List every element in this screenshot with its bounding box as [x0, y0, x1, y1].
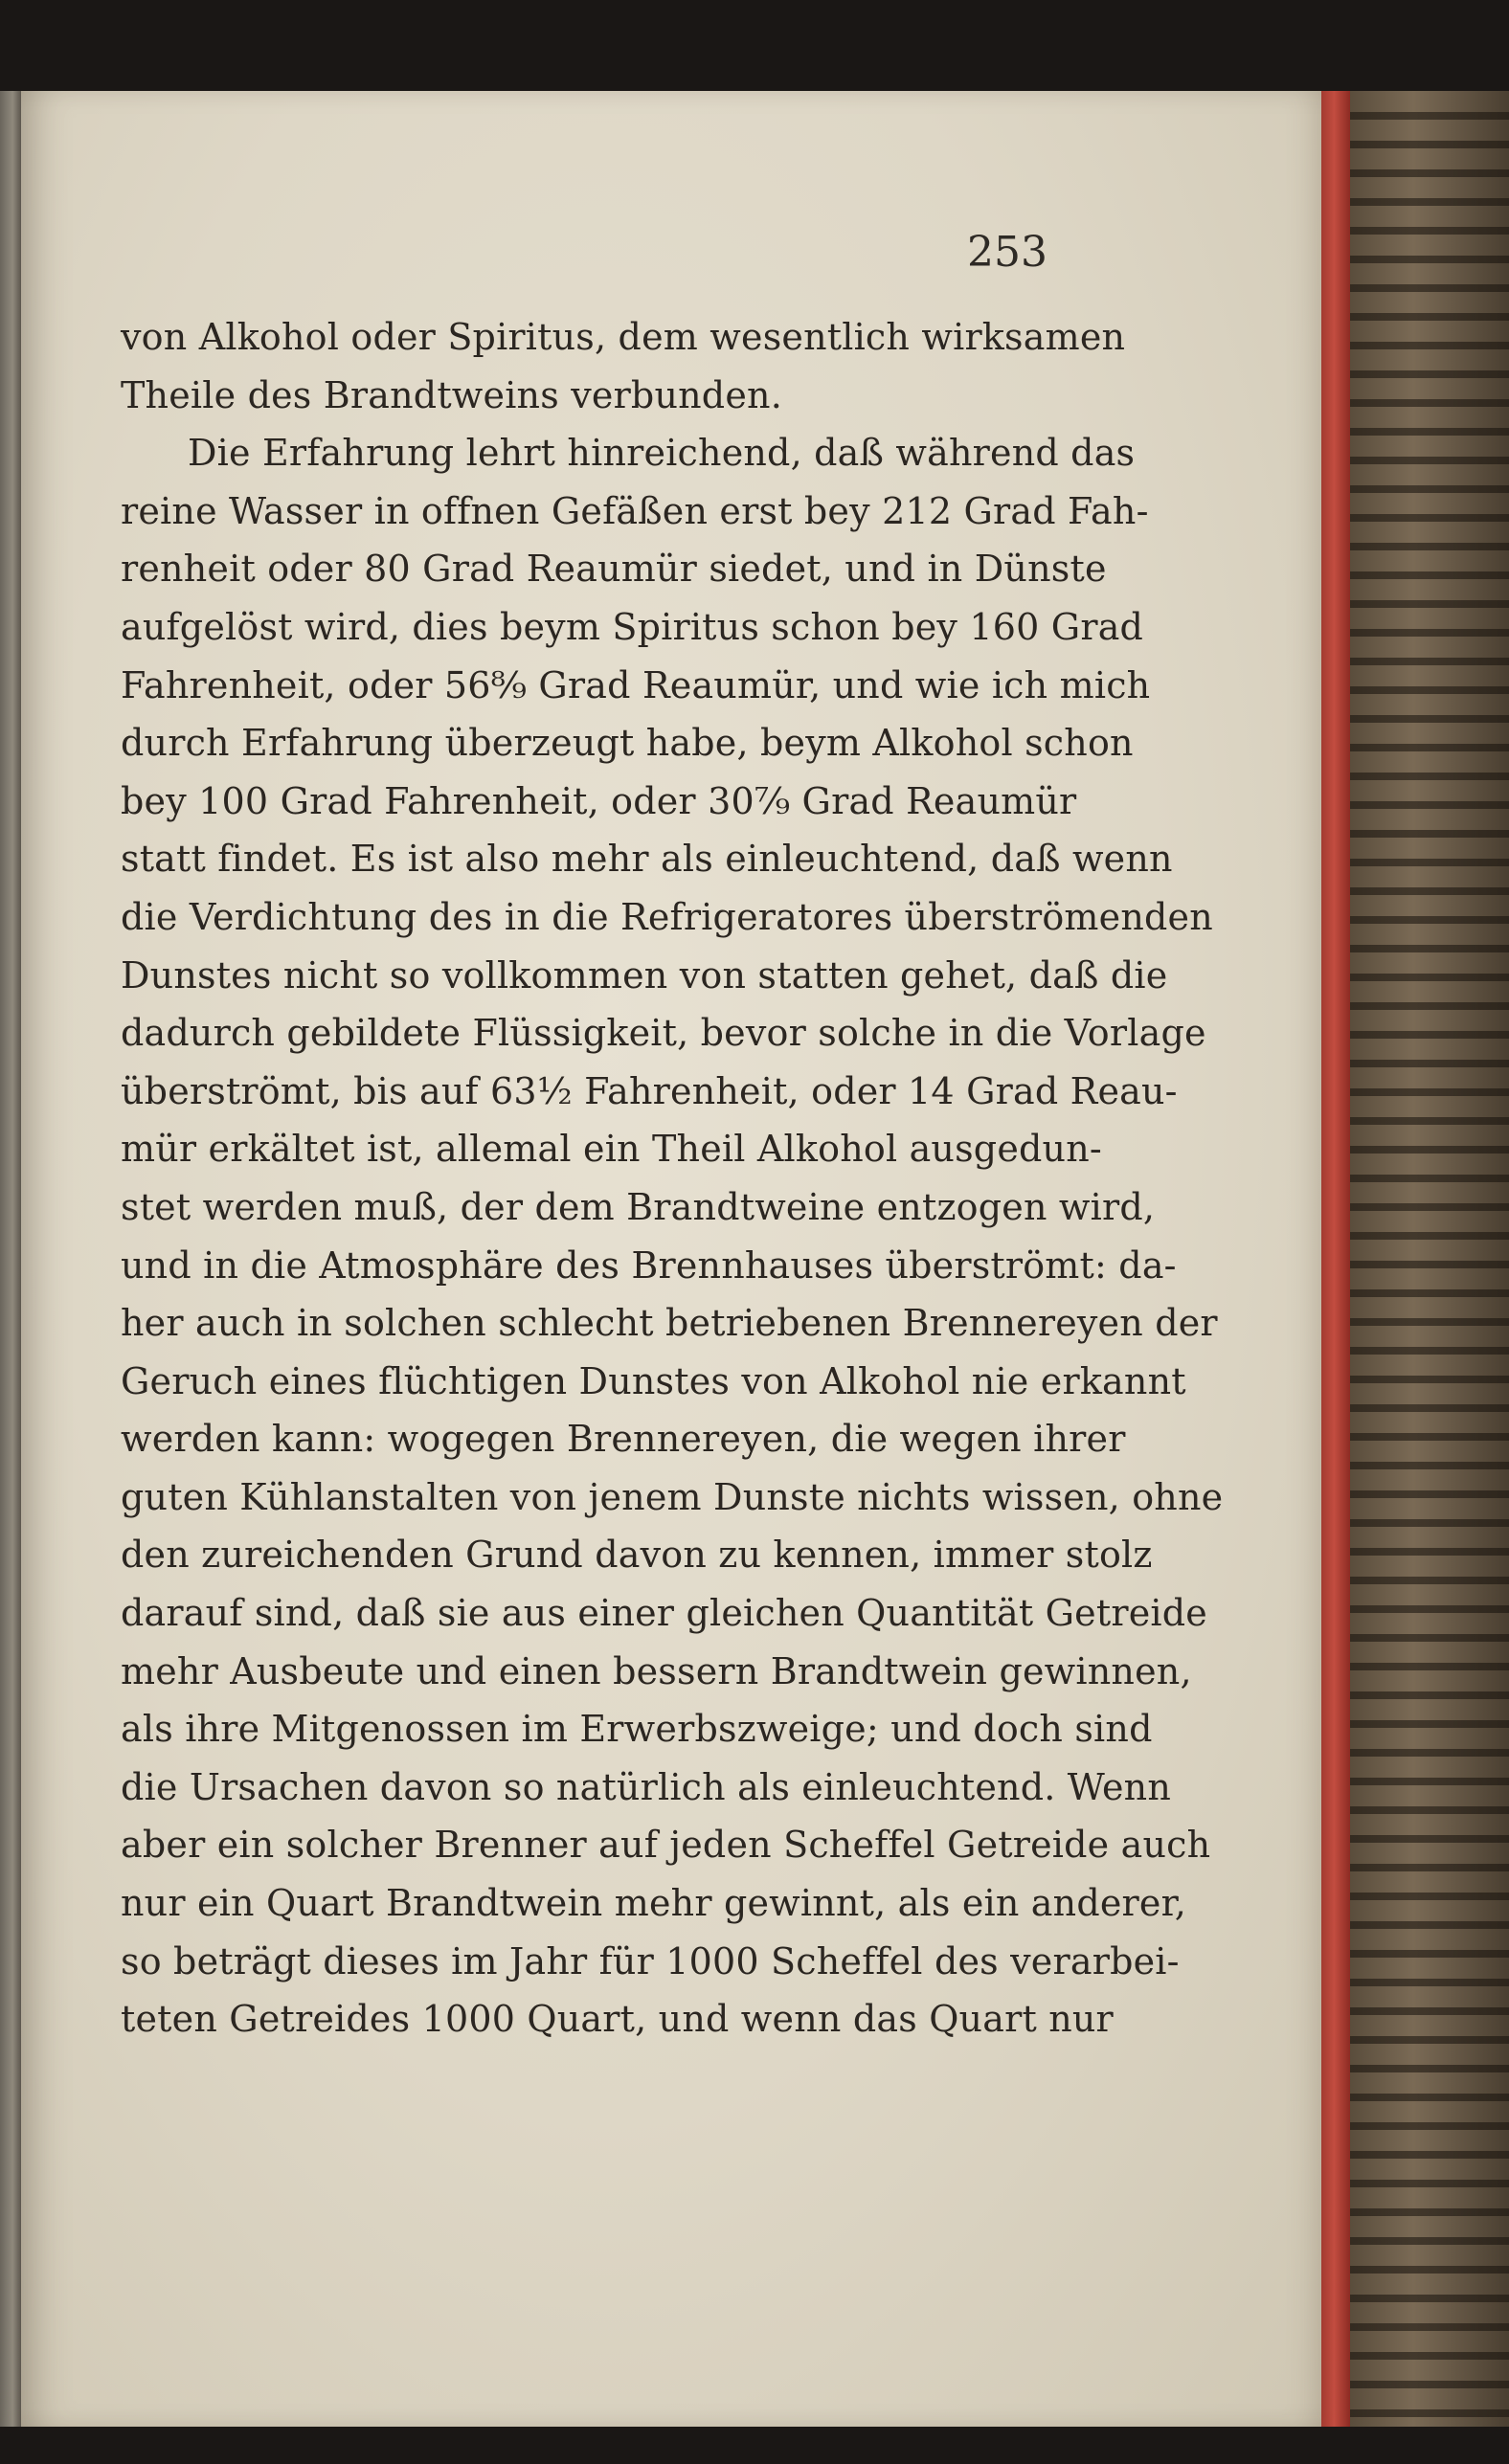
text-line: renheit oder 80 Grad Reaumür siedet, und in Dünste: [121, 548, 1107, 591]
text-line: her auch in solchen schlecht betriebenen Brennereyen der: [121, 1302, 1218, 1345]
text-line: und in die Atmosphäre des Brennhauses überströmt: da-: [121, 1243, 1177, 1287]
text-line: nur ein Quart Brandtwein mehr gewinnt, als ein anderer,: [121, 1882, 1187, 1925]
text-line: Theile des Brandtweins verbunden.: [121, 373, 782, 416]
text-line: als ihre Mitgenossen im Erwerbszweige; und doch sind: [121, 1708, 1153, 1751]
text-line: die Verdichtung des in die Refrigeratores überströmenden: [121, 895, 1213, 938]
page-edge-red: [1321, 91, 1350, 2427]
text-line: Dunstes nicht so vollkommen von statten gehet, daß die: [121, 953, 1168, 997]
text-line: guten Kühlanstalten von jenem Dunste nichts wissen, ohne: [121, 1475, 1224, 1518]
text-line: werden kann: wogegen Brennereyen, die wegen ihrer: [121, 1418, 1126, 1461]
text-line: aber ein solcher Brenner auf jeden Scheffel Getreide auch: [121, 1824, 1211, 1867]
page-number: 253: [967, 228, 1047, 277]
text-line: durch Erfahrung überzeugt habe, beym Alkohol schon: [121, 722, 1134, 765]
text-line: Fahrenheit, oder 56⁸⁄₉ Grad Reaumür, und wie ich mich: [121, 663, 1151, 706]
text-block: [121, 308, 1224, 2049]
text-line: statt findet. Es ist also mehr als einleuchtend, daß wenn: [121, 838, 1173, 881]
text-line: reine Wasser in offnen Gefäßen erst bey 212 Grad Fah-: [121, 489, 1149, 532]
text-line: aufgelöst wird, dies beym Spiritus schon bey 160 Grad: [121, 605, 1144, 648]
text-line: teten Getreides 1000 Quart, und wenn das Quart nur: [121, 1998, 1114, 2041]
text-line: dadurch gebildete Flüssigkeit, bevor solche in die Vorlage: [121, 1012, 1206, 1055]
text-line: den zureichenden Grund davon zu kennen, immer stolz: [121, 1534, 1153, 1577]
text-line: Die Erfahrung lehrt hinreichend, daß während das: [188, 432, 1136, 475]
text-line: so beträgt dieses im Jahr für 1000 Scheffel des verarbei-: [121, 1939, 1180, 1982]
previous-page-edge: [0, 91, 21, 2427]
text-line: die Ursachen davon so natürlich als einleuchtend. Wenn: [121, 1765, 1171, 1808]
text-line: Geruch eines flüchtigen Dunstes von Alkohol nie erkannt: [121, 1359, 1186, 1402]
text-line: mür erkältet ist, allemal ein Theil Alkohol ausgedun-: [121, 1128, 1102, 1171]
text-line: überströmt, bis auf 63½ Fahrenheit, oder 14 Grad Reau-: [121, 1069, 1178, 1112]
text-line: darauf sind, daß sie aus einer gleichen Quantität Getreide: [121, 1592, 1207, 1635]
text-line: stet werden muß, der dem Brandtweine entzogen wird,: [121, 1185, 1156, 1228]
book-spine: [1350, 91, 1509, 2427]
text-line: mehr Ausbeute und einen bessern Brandtwein gewinnen,: [121, 1649, 1192, 1692]
text-line: bey 100 Grad Fahrenheit, oder 30⁷⁄₉ Grad Reaumür: [121, 779, 1077, 822]
text-line: von Alkohol oder Spiritus, dem wesentlich wirksamen: [121, 316, 1126, 358]
